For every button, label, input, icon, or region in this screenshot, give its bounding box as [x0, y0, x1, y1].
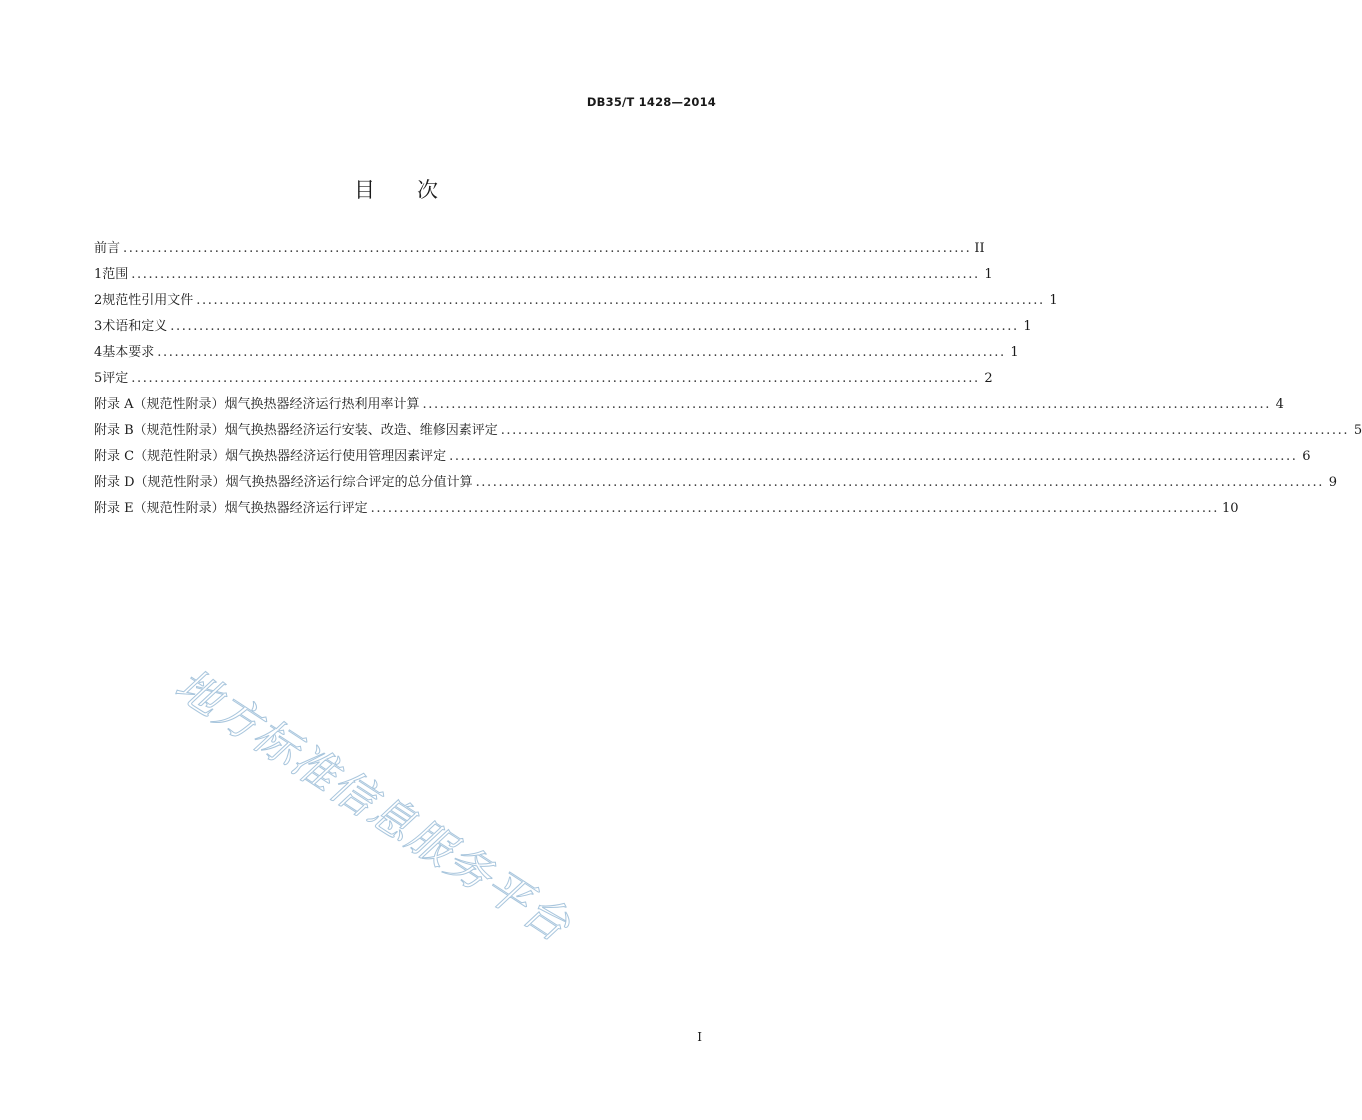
toc-entry-preface[interactable]	[94, 236, 985, 262]
toc-entry-appendix-b[interactable]	[94, 418, 1362, 444]
toc-number: 2	[94, 293, 103, 308]
toc-label: 术语和定义	[102, 319, 168, 334]
table-of-contents	[94, 236, 1362, 522]
toc-page: 9	[1328, 475, 1337, 490]
title-char-2: 次	[417, 178, 438, 202]
toc-entry-4[interactable]	[94, 340, 1019, 366]
page-number: I	[697, 1030, 702, 1044]
toc-leader: ....................................................................................................................................................	[500, 423, 1350, 438]
toc-appendix-number: 附录 D（规范性附录）	[94, 475, 226, 490]
toc-label: 评定	[102, 371, 129, 386]
toc-number: 3	[94, 319, 103, 334]
toc-entry-2[interactable]	[94, 288, 1058, 314]
toc-label: 烟气换热器经济运行热利用率计算	[224, 397, 420, 412]
toc-leader: ....................................................................................................................................................	[131, 371, 980, 386]
toc-leader: ....................................................................................................................................................	[475, 475, 1324, 490]
toc-entry-1[interactable]	[94, 262, 993, 288]
toc-appendix-number: 附录 A（规范性附录）	[94, 397, 225, 412]
toc-entry-appendix-e[interactable]	[94, 496, 1239, 522]
toc-number: 5	[94, 371, 103, 386]
toc-entry-appendix-a[interactable]	[94, 392, 1284, 418]
toc-page: 6	[1302, 449, 1311, 464]
toc-leader: ....................................................................................................................................................	[422, 397, 1271, 412]
document-code: DB35/T 1428—2014	[586, 95, 716, 109]
toc-leader: ....................................................................................................................................................	[170, 319, 1019, 334]
toc-entry-appendix-c[interactable]	[94, 444, 1311, 470]
toc-leader: ....................................................................................................................................................	[131, 267, 980, 282]
toc-page: 1	[1049, 293, 1058, 308]
toc-leader: ....................................................................................................................................................	[123, 241, 972, 256]
toc-label: 基本要求	[102, 345, 155, 360]
toc-page: 2	[984, 371, 993, 386]
toc-label: 烟气换热器经济运行使用管理因素评定	[225, 449, 447, 464]
toc-leader: ....................................................................................................................................................	[196, 293, 1045, 308]
toc-leader: ....................................................................................................................................................	[370, 501, 1220, 516]
watermark: 地方标准信息服务平台	[166, 659, 580, 953]
toc-number: 4	[94, 345, 103, 360]
toc-page: 4	[1275, 397, 1284, 412]
toc-leader: ....................................................................................................................................................	[157, 345, 1006, 360]
toc-label: 烟气换热器经济运行安装、改造、维修因素评定	[224, 423, 498, 438]
toc-entry-5[interactable]	[94, 366, 993, 392]
toc-entry-appendix-d[interactable]	[94, 470, 1337, 496]
toc-label: 前言	[94, 241, 121, 256]
toc-page: 10	[1222, 501, 1239, 516]
toc-entry-3[interactable]	[94, 314, 1032, 340]
toc-appendix-number: 附录 B（规范性附录）	[94, 423, 225, 438]
page-title	[0, 174, 792, 204]
toc-page: 1	[1010, 345, 1019, 360]
toc-leader: ....................................................................................................................................................	[449, 449, 1298, 464]
toc-appendix-number: 附录 E（规范性附录）	[94, 501, 225, 516]
title-char-1: 目	[354, 178, 375, 202]
toc-label: 规范性引用文件	[102, 293, 194, 308]
toc-appendix-number: 附录 C（规范性附录）	[94, 449, 226, 464]
toc-label: 烟气换热器经济运行综合评定的总分值计算	[225, 475, 473, 490]
toc-page: 1	[984, 267, 993, 282]
toc-label: 烟气换热器经济运行评定	[224, 501, 368, 516]
toc-page: 5	[1353, 423, 1362, 438]
toc-page: 1	[1023, 319, 1032, 334]
toc-page: II	[974, 241, 985, 256]
toc-label: 范围	[102, 267, 129, 282]
toc-number: 1	[94, 267, 103, 282]
